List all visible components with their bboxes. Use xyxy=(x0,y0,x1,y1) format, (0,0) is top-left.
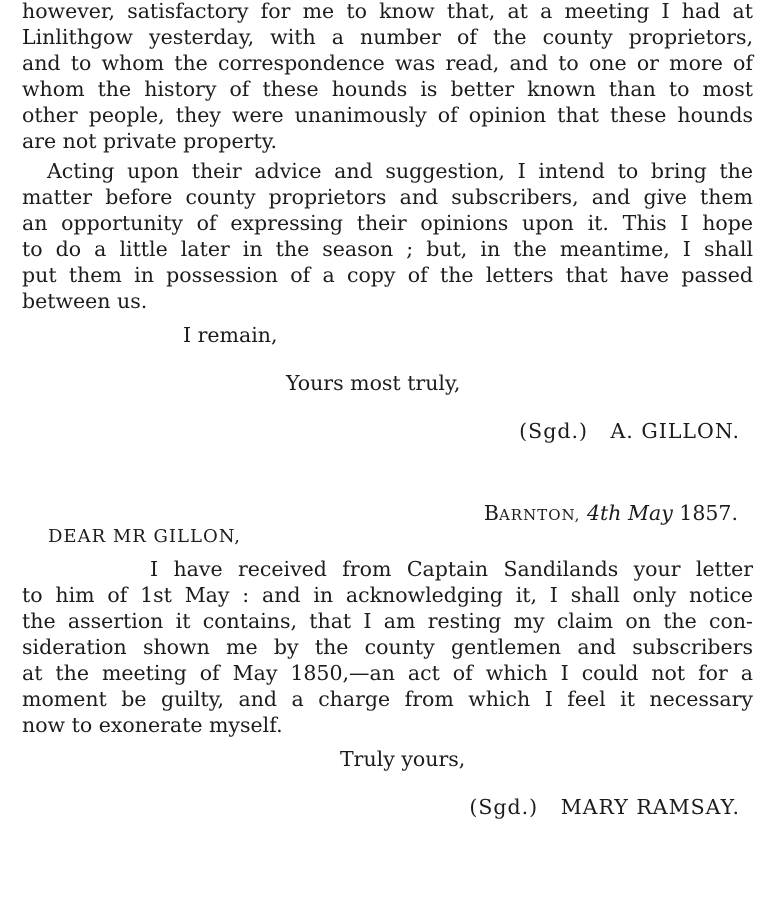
text-line: an opportunity of expressing their opinions upon it. This I hope xyxy=(22,211,753,235)
date-day: 4th xyxy=(586,501,622,525)
text-line: and to whom the correspondence was read, and to one or more of xyxy=(22,51,753,75)
place-rest: ARNTON, xyxy=(498,506,581,524)
signature-ramsay: (Sgd.) MARY RAMSAY. xyxy=(469,795,740,819)
date-month: May xyxy=(627,501,673,525)
closing-yours: Yours most truly, xyxy=(286,371,461,395)
text-line: Acting upon their advice and suggestion, I intend to bring the xyxy=(47,159,753,183)
text-line: sideration shown me by the county gentlemen and subscribers xyxy=(22,635,753,659)
text-line: matter before county proprietors and subscribers, and give them xyxy=(22,185,753,209)
text-line: put them in possession of a copy of the letters that have passed xyxy=(22,263,753,287)
text-line: Linlithgow yesterday, with a number of the county proprietors, xyxy=(22,25,753,49)
closing-truly: Truly yours, xyxy=(340,747,466,771)
text-line: moment be guilty, and a charge from which I feel it necessary xyxy=(22,687,753,711)
text-line: the assertion it contains, that I am resting my claim on the con- xyxy=(22,609,753,633)
text-line: I have received from Captain Sandilands your letter xyxy=(150,557,753,581)
text-line: at the meeting of May 1850,—an act of which I could not for a xyxy=(22,661,753,685)
text-line: to do a little later in the season ; but, in the meantime, I shall xyxy=(22,237,753,261)
signature-gillon: (Sgd.) A. GILLON. xyxy=(519,419,740,443)
text-line: other people, they were unanimously of opinion that these hounds xyxy=(22,103,753,127)
place-initial: B xyxy=(483,501,499,525)
date-year: 1857. xyxy=(672,501,738,525)
text-line: to him of 1st May : and in acknowledging it, I shall only notice xyxy=(22,583,753,607)
text-line: now to exonerate myself. xyxy=(22,713,283,737)
text-line: are not private property. xyxy=(22,129,278,153)
text-line: whom the history of these hounds is better known than to most xyxy=(22,77,753,101)
text-line: however, satisfactory for me to know that, at a meeting I had at xyxy=(22,0,753,23)
salutation: DEAR MR GILLON, xyxy=(48,526,242,547)
closing-remain: I remain, xyxy=(183,323,278,347)
text-line: between us. xyxy=(22,289,148,313)
